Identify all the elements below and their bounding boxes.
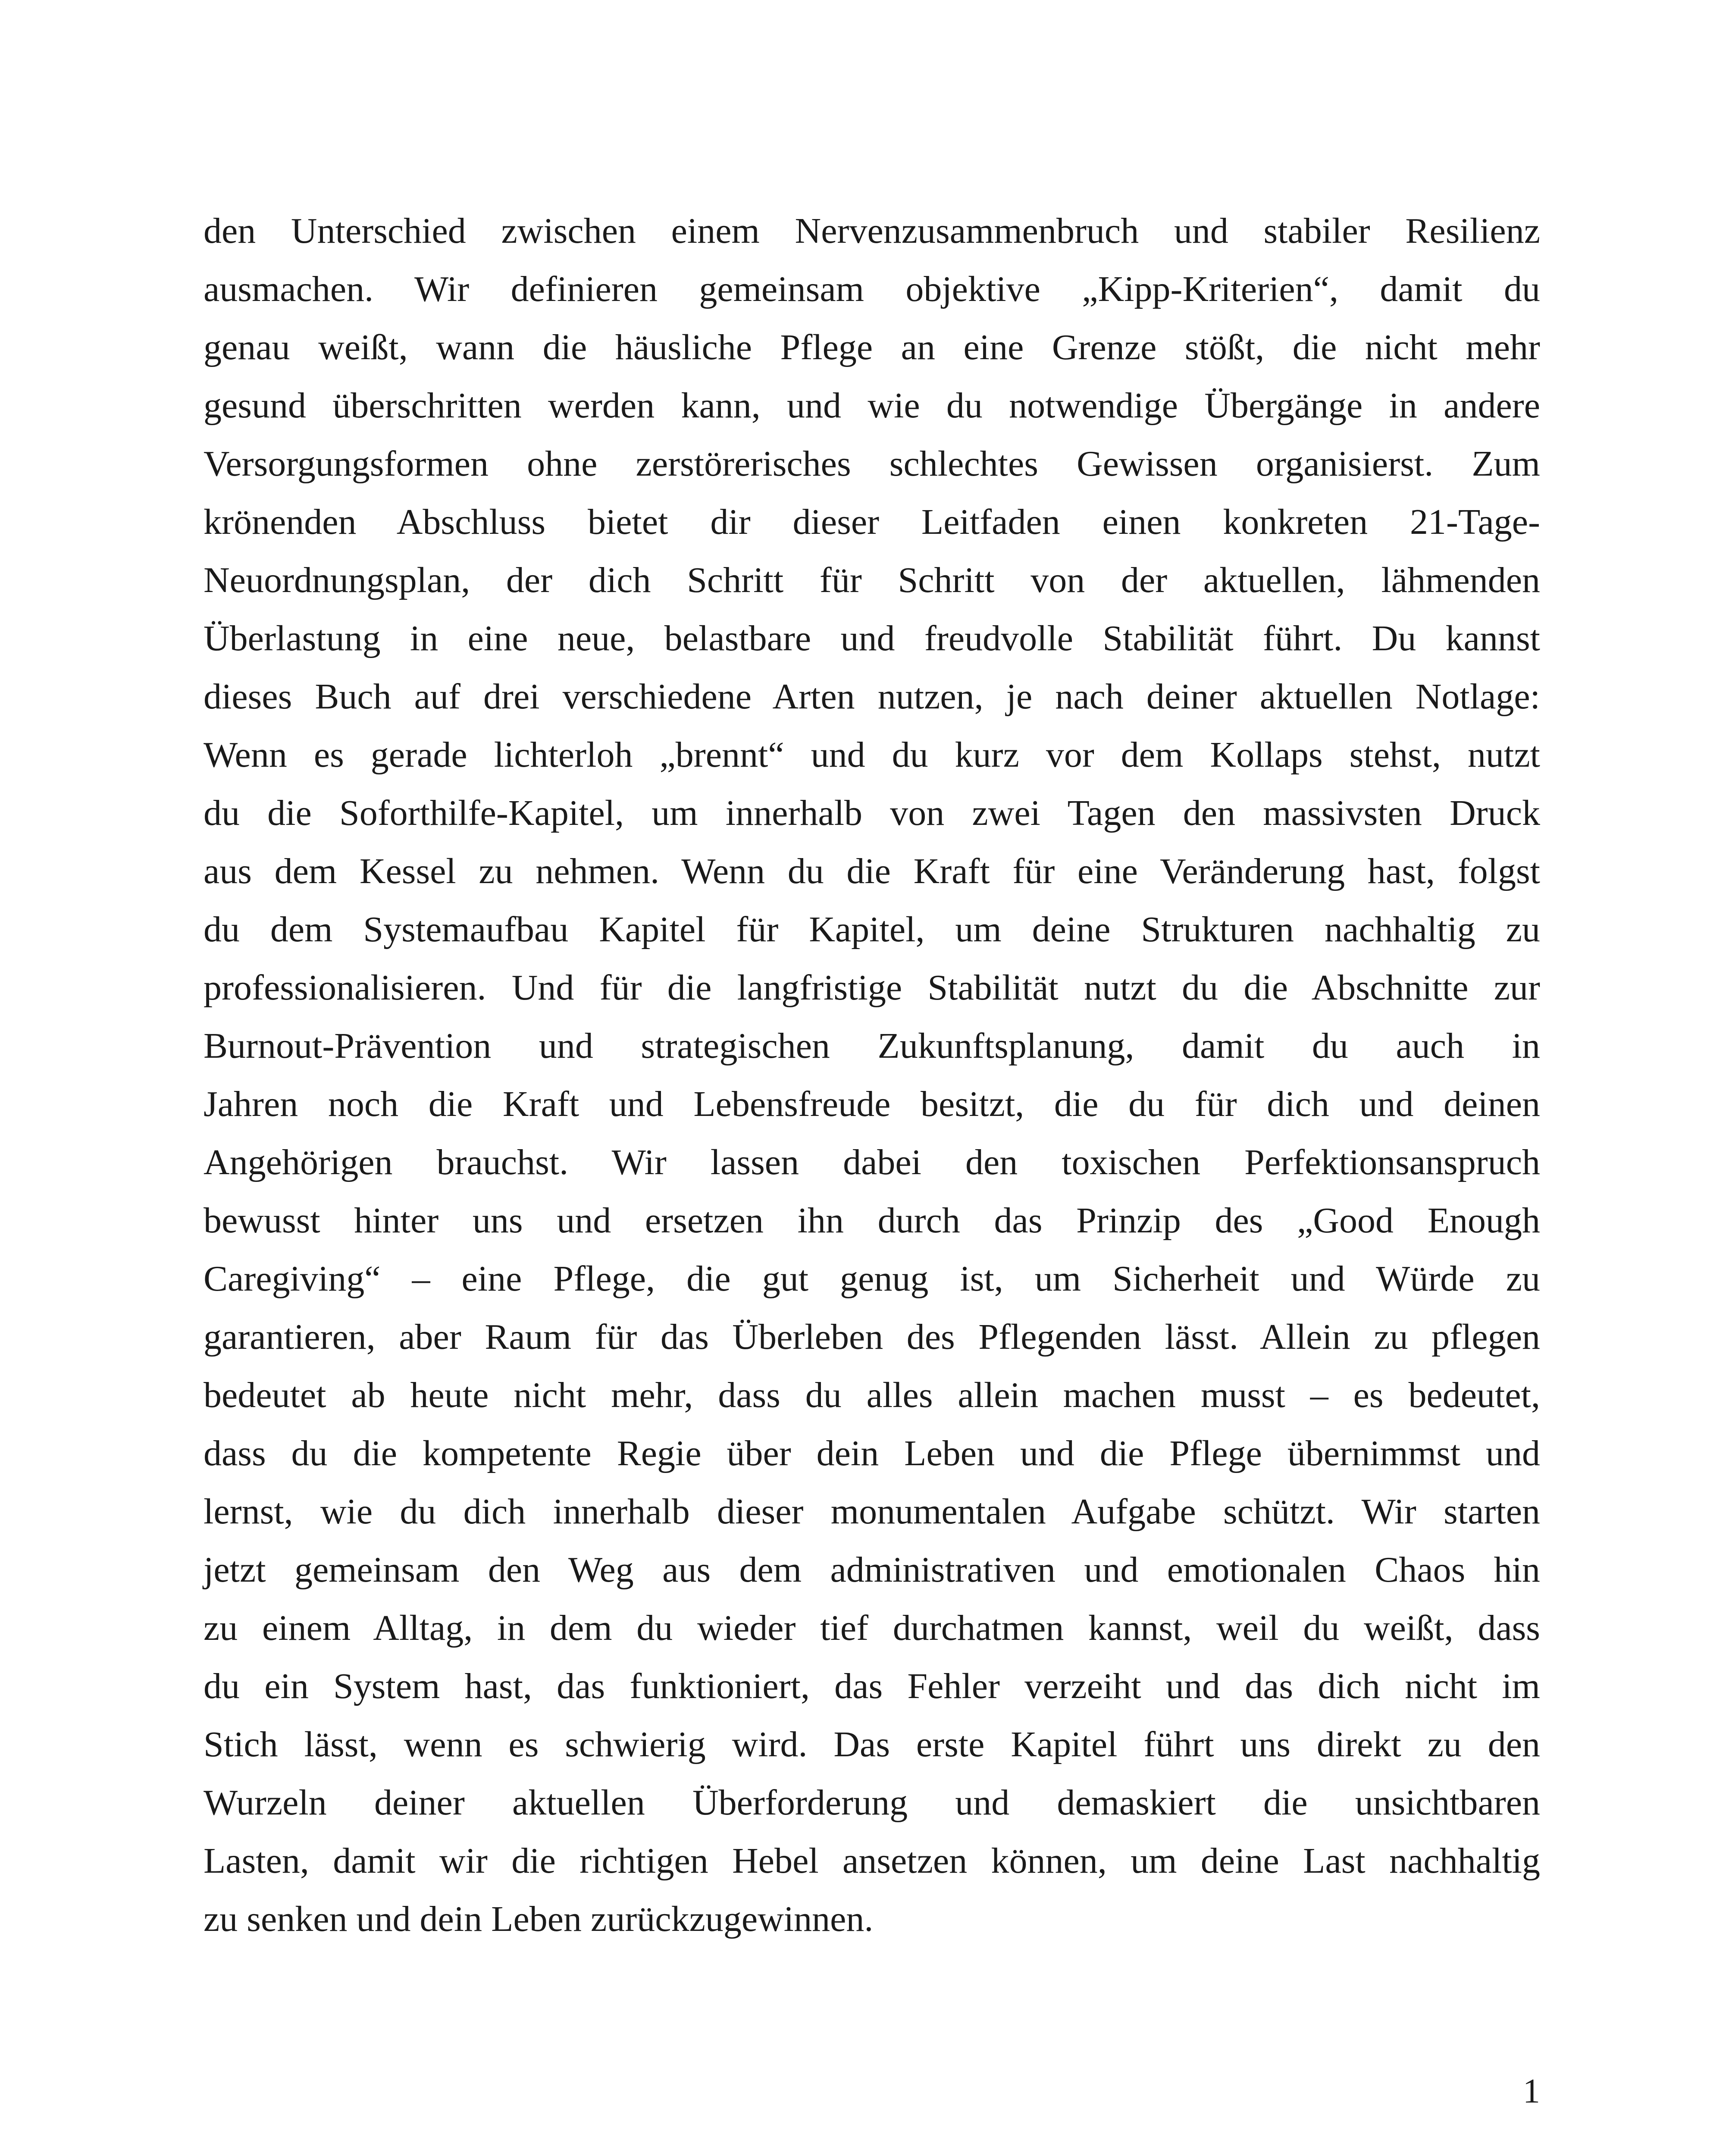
text-line: Lasten, damit wir die richtigen Hebel ansetzen können, um deine Last nachhaltig <box>204 1841 1540 1881</box>
text-line: bewusst hinter uns und ersetzen ihn durch das Prinzip des „Good Enough <box>204 1200 1540 1241</box>
body-paragraph <box>204 202 1540 1948</box>
text-line: Wenn es gerade lichterloh „brennt“ und du kurz vor dem Kollaps stehst, nutzt <box>204 735 1540 775</box>
text-line: genau weißt, wann die häusliche Pflege an eine Grenze stößt, die nicht mehr <box>204 327 1540 367</box>
text-line: krönenden Abschluss bietet dir dieser Leitfaden einen konkreten 21-Tage- <box>204 502 1540 542</box>
text-line: du dem Systemaufbau Kapitel für Kapitel, um deine Strukturen nachhaltig zu <box>204 909 1540 950</box>
text-line: Versorgungsformen ohne zerstörerisches schlechtes Gewissen organisierst. Zum <box>204 444 1540 484</box>
text-line: professionalisieren. Und für die langfristige Stabilität nutzt du die Abschnitte zur <box>204 968 1540 1008</box>
text-line: Angehörigen brauchst. Wir lassen dabei den toxischen Perfektionsanspruch <box>204 1142 1540 1182</box>
text-line: Caregiving“ – eine Pflege, die gut genug ist, um Sicherheit und Würde zu <box>204 1259 1540 1299</box>
text-line: garantieren, aber Raum für das Überleben des Pflegenden lässt. Allein zu pflegen <box>204 1317 1540 1357</box>
text-line: gesund überschritten werden kann, und wie du notwendige Übergänge in andere <box>204 385 1540 426</box>
text-line: Überlastung in eine neue, belastbare und freudvolle Stabilität führt. Du kannst <box>204 618 1540 658</box>
text-line: du die Soforthilfe-Kapitel, um innerhalb von zwei Tagen den massivsten Druck <box>204 793 1540 833</box>
text-line: zu einem Alltag, in dem du wieder tief durchatmen kannst, weil du weißt, dass <box>204 1608 1540 1648</box>
text-line: Jahren noch die Kraft und Lebensfreude besitzt, die du für dich und deinen <box>204 1084 1540 1124</box>
text-line: aus dem Kessel zu nehmen. Wenn du die Kraft für eine Veränderung hast, folgst <box>204 851 1540 891</box>
text-line: Wurzeln deiner aktuellen Überforderung und demaskiert die unsichtbaren <box>204 1783 1540 1823</box>
text-line: den Unterschied zwischen einem Nervenzusammenbruch und stabiler Resilienz <box>204 211 1540 251</box>
text-line: dieses Buch auf drei verschiedene Arten nutzen, je nach deiner aktuellen Notlage: <box>204 677 1540 717</box>
page-number: 1 <box>1523 2072 1540 2110</box>
text-line: Neuordnungsplan, der dich Schritt für Schritt von der aktuellen, lähmenden <box>204 560 1540 600</box>
text-line: Burnout-Prävention und strategischen Zukunftsplanung, damit du auch in <box>204 1026 1540 1066</box>
text-line: ausmachen. Wir definieren gemeinsam objektive „Kipp-Kriterien“, damit du <box>204 269 1540 309</box>
text-line: Stich lässt, wenn es schwierig wird. Das erste Kapitel führt uns direkt zu den <box>204 1724 1540 1764</box>
text-line: bedeutet ab heute nicht mehr, dass du alles allein machen musst – es bedeutet, <box>204 1375 1540 1415</box>
text-line: lernst, wie du dich innerhalb dieser monumentalen Aufgabe schützt. Wir starten <box>204 1492 1540 1532</box>
text-line: jetzt gemeinsam den Weg aus dem administrativen und emotionalen Chaos hin <box>204 1550 1540 1590</box>
text-line: du ein System hast, das funktioniert, das Fehler verzeiht und das dich nicht im <box>204 1666 1540 1706</box>
text-line: zu senken und dein Leben zurückzugewinnen. <box>204 1899 874 1939</box>
text-line: dass du die kompetente Regie über dein Leben und die Pflege übernimmst und <box>204 1433 1540 1473</box>
